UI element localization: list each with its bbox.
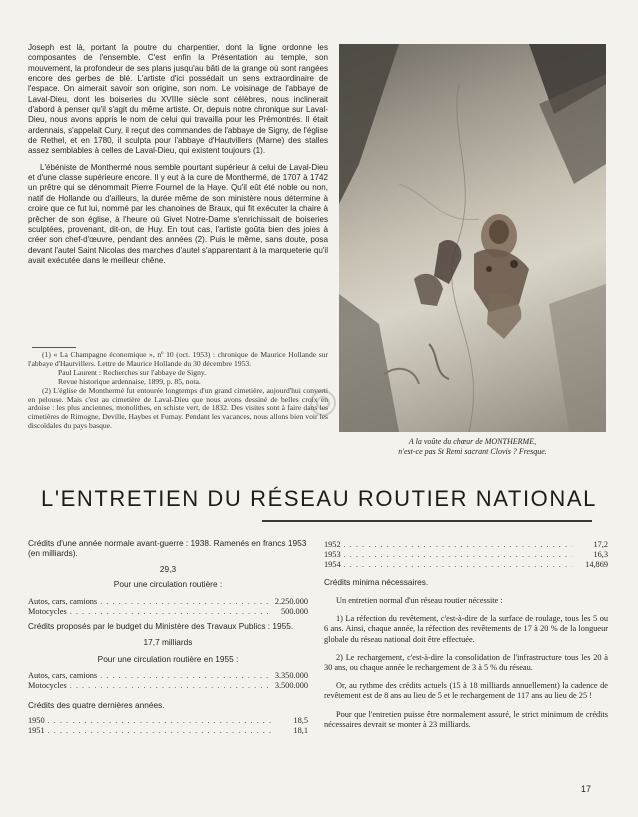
table-row (28, 681, 308, 691)
table-row (324, 540, 608, 550)
row-label: Motocycles (28, 606, 67, 616)
table-row (324, 550, 608, 560)
article-paragraph-2: L'ébéniste de Monthermé nous semble pourtant supérieur à celui de Laval-Dieu et d'une classe supérieure encore. Il y eut à la cure de Monthermé, de 1707 à 1742 un prêtre qui se dénommait Pierre Fournel de la Haye. Qu'il eût été noble ou non, natif de Hollande ou d'ailleurs, la durée même de son ministère nous détermine à croire que ce fut lui, nommé par les chanoines de Braux, qui fit exécuter la chaire à prêcher de son église, à l'heure où Givet Notre-Dame s'enrichissait de boiseries sculptées, provenant, dit-on, de Huy. En tout cas, l'artiste goûta bien des joies à créer son chef-d'œuvre, pendant des années (2). Puis le même, sans doute, posa devant l'autel Saint Nicolas des marches d'autel s'apparentant à la marqueterie qu'il avait exécutée dans le meilleur chêne. (28, 162, 328, 265)
footnote-divider (32, 347, 76, 348)
heading-traffic-1: Pour une circulation routière : (113, 579, 223, 590)
row-label: Motocycles (28, 681, 67, 691)
title-underline (262, 520, 592, 522)
fresco-image (339, 44, 606, 432)
page-number: 17 (581, 784, 592, 794)
budget-right-column (324, 540, 608, 730)
heading-traffic-1955: Pour une circulation routière en 1955 : (97, 653, 239, 664)
heading-budget-1955: Crédits proposés par le budget du Ministère des Travaux Publics : 1955. (28, 621, 294, 632)
heading-last-four-years: Crédits des quatre dernières années. (28, 699, 165, 710)
caption-line-1: A la voûte du chœur de MONTHERME, (408, 437, 537, 446)
table-row (28, 716, 308, 726)
footnote-2: (2) L'église de Monthermé fut entourée longtemps d'un grand cimetière, aujourd'hui converti en pelouse. Mais c'est au cimetière de Laval-Dieu que nous avons dessiné de belles croix en ardoise : les plus anciennes, monolithes, en schiste vert, de 1832. Des visites sont à faire dans les cimetières de Rimogne, Deville, Haybes et Fumay. Pendant les vacances, nous allons bien voir les discoïdales du pays basque. (28, 385, 328, 431)
paragraph-reloading: 2) Le rechargement, c'est-à-dire la consolidation de l'infrastructure tous les 20 à 30 ans, ou chaque année le rechargement de 3 à 5 % du réseau. (324, 652, 608, 673)
row-value: 17,2 (593, 540, 608, 549)
table-row (28, 726, 308, 736)
prewar-credits-value: 29,3 (159, 563, 177, 574)
footnote-1-ref-1: Paul Laurent : Recherches sur l'abbaye de Signy. (58, 367, 207, 377)
row-label: Autos, cars, camions (28, 596, 98, 606)
fresco-photo (339, 44, 606, 432)
row-value: 500.000 (281, 606, 308, 616)
heading-minimum-credits: Crédits minima nécessaires. (324, 576, 429, 587)
row-label: Autos, cars, camions (28, 671, 98, 681)
photo-caption (339, 437, 606, 456)
row-value: 16,3 (593, 550, 608, 560)
footnote-1-ref-2: Revue historique ardennaise, 1899, p. 85, nota. (58, 376, 201, 386)
table-row (324, 560, 608, 570)
heading-prewar-credits: Crédits d'une année normale avant-guerre : 1938. Ramenés en francs 1953 (en milliards). (28, 538, 307, 559)
row-value: 14,869 (585, 560, 608, 570)
row-label: 1952 (324, 540, 341, 549)
table-row (28, 671, 308, 681)
row-label: 1951 (28, 726, 45, 736)
article-paragraph-1: Joseph est là, portant la poutre du charpentier, dont la ligne ordonne les composantes de l'ensemble. C'est enfin la Présentation au temple, son mouvement, la profondeur de ses plans jusqu'au bâti de la grange où sont rangées encore des gerbes de blé. L'artiste d'ici possédait un sens extraordinaire de l'espace. On aimerait savoir son origine, son nom. Le voisinage de l'abbaye de Laval-Dieu, dont les boiseries du XVIIIe siècle sont célèbres, nous inclinerait d'abord à penser qu'il s'agit du même artiste. Or, depuis notre chronique sur Laval-Dieu, nous avons appris le nom de celui qui travailla pour les Prémontrés. Il était ardennais, s'appelait Cury, il reçut des commandes de l'abbaye de Signy, de l'église de Rethel, et en 1780, il sculpta pour l'abbaye d'Hautvillers (Marne) des stalles assez semblables à celles de Laval-Dieu, qui existent toujours (1). (28, 43, 328, 156)
footnote-1: (1) « La Champagne économique », nº 10 (oct. 1953) : chronique de Maurice Hollande sur l'abbaye d'Hautvillers. Lettre de Maurice Hollande du 30 décembre 1953. (28, 350, 328, 368)
paragraph-minimum: Pour que l'entretien puisse être normalement assuré, le strict minimum de crédits nécessaires devrait se monter à 23 milliards. (324, 709, 608, 729)
row-label: 1950 (28, 716, 45, 726)
table-row (28, 597, 308, 607)
section-title: L'ENTRETIEN DU RÉSEAU ROUTIER NATIONAL (41, 486, 597, 511)
row-label: 1954 (324, 560, 341, 570)
footnotes (28, 351, 328, 431)
paragraph-resurfacing: 1) La réfection du revêtement, c'est-à-dire de la surface de roulage, tous les 5 ou 6 ans. Ainsi, chaque année, la réfection des revêtements de 17 à 20 % de la longueur globale du réseau national doit être effectuée. (324, 614, 608, 644)
paragraph-current-rate: Or, au rythme des crédits actuels (15 à 18 milliards annuellement) la cadence de revêtement est de 8 ans au lieu de 5 et le rechargement de 117 ans au lieu de 25 ! (324, 681, 608, 701)
row-value: 18,5 (293, 716, 308, 726)
library-stamp-icon (308, 388, 338, 418)
row-value: 3.500.000 (274, 681, 308, 691)
row-label: 1953 (324, 550, 341, 560)
row-value: 18,1 (293, 726, 308, 736)
budget-1955-value: 17,7 milliards (143, 637, 193, 648)
paragraph-intro: Un entretien normal d'un réseau routier nécessite : (336, 596, 503, 606)
budget-left-column (28, 538, 308, 736)
row-value: 2.250.000 (274, 596, 308, 606)
row-value: 3.350.000 (274, 671, 308, 681)
caption-line-2: n'est-ce pas St Remi sacrant Clovis ? Fresque. (398, 446, 547, 456)
article-text (28, 43, 328, 272)
table-row (28, 607, 308, 617)
